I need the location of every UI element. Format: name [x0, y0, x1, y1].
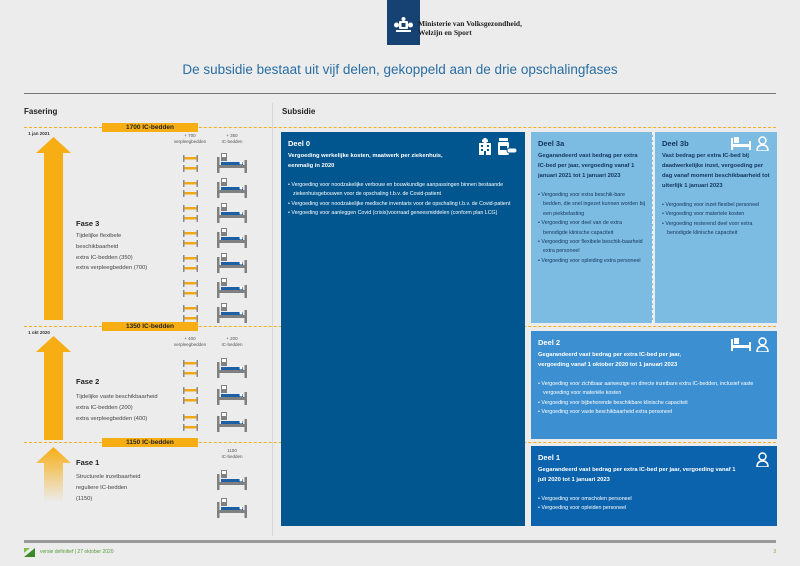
phase1-description: Structurele inzetbaarheid reguliere IC-bedden (1150): [76, 474, 141, 502]
phase2-nursing-beds-label: + 400 verpleegbedden: [173, 336, 207, 347]
card-bullets: [538, 495, 770, 514]
nurse-icon: [756, 452, 769, 467]
card-title: Deel 3a: [538, 139, 565, 148]
list-item: • Vergoeding voor vaste beschikbaarheid extra personeel: [538, 408, 770, 417]
ic-bed-icon: [217, 278, 247, 298]
ic-bed-icon: [217, 203, 247, 223]
capacity-badge-1350: 1350 IC-bedden: [102, 322, 198, 331]
ic-bed-icon: [217, 153, 247, 173]
ic-bed-icon: [217, 358, 247, 378]
ic-bed-icon: [217, 178, 247, 198]
list-item: • Vergoeding voor bijbehorende beschikbare klinische capaciteit: [538, 399, 770, 408]
card-subtitle: Vergoeding werkelijke kosten, maatwerk per ziekenhuis, eenmalig in 2020: [288, 153, 443, 169]
page-number: 3: [773, 549, 776, 555]
list-item: • Vergoeding voor aanleggen Covid (crisis)voorraad geneesmiddelen (conform plan LCG): [288, 209, 518, 218]
ic-bed-icon: [217, 303, 247, 323]
capacity-badge-1700: 1700 IC-bedden: [102, 123, 198, 132]
ic-bed-icon: [217, 470, 247, 490]
nursing-bed-icon: [183, 414, 198, 431]
card-subtitle: Gegarandeerd vast bedrag per extra IC-bed per jaar, vergoeding vanaf 1 oktober 2020 tot 1 januari 2023: [538, 352, 682, 368]
list-item: • Vergoeding voor extra beschik-bare bedden, die snel ingezet kunnen worden bij een piekbelasting: [538, 191, 645, 219]
column-divider: [272, 103, 273, 536]
phase2-arrow-icon: [36, 336, 71, 440]
card-bullets: [662, 201, 770, 239]
ministry-logo: [387, 0, 420, 45]
list-item: • Vergoeding voor opleiding extra personeel: [538, 257, 645, 266]
list-item: • Vergoeding voor zichtbaar aanwezige en directe inzetbare extra IC-bedden, inclusief vaste vergoeding voor materiële kosten: [538, 380, 770, 399]
ic-bed-icon: [217, 385, 247, 405]
phase1-title: Fase 1: [76, 458, 100, 467]
nurse-icon: [756, 136, 769, 151]
phase3-description: Tijdelijke flexibele beschikbaarheid extra IC-bedden (350) extra verpleegbedden (700): [76, 233, 148, 272]
list-item: • Vergoeding voor inzet flexibel personeel: [662, 201, 770, 210]
card-bullets: [538, 191, 645, 266]
phase3-arrow-icon: [36, 137, 71, 320]
phase2-description: Tijdelijke vaste beschikbaarheid extra IC-bedden (200) extra verpleegbedden (400): [76, 394, 158, 422]
card-title: Deel 2: [538, 338, 561, 347]
nurse-icon: [756, 337, 769, 352]
card-bullets: [288, 181, 518, 219]
capacity-badge-1150: 1150 IC-bedden: [102, 438, 198, 447]
subsidy-card-deel3b: [655, 132, 777, 323]
medicine-icon: [497, 138, 517, 155]
ic-bed-icon: [217, 253, 247, 273]
ic-bed-icon: [217, 498, 247, 518]
list-item: • Vergoeding voor flexibele beschik-baarheid extra personeel: [538, 238, 645, 257]
nursing-bed-icon: [183, 180, 198, 197]
subsidy-card-deel1: [531, 446, 777, 526]
card-subtitle: Gegarandeerd vast bedrag per extra IC-bed per jaar, vergoeding vanaf 1 juli 2020 tot 1 januari 2023: [538, 467, 736, 483]
hospital-icon: [478, 138, 492, 155]
version-mark-icon: [24, 548, 35, 557]
nursing-bed-icon: [183, 360, 198, 377]
subsidy-card-deel2: [531, 331, 777, 439]
ministry-name: Ministerie van Volksgezondheid, Welzijn en Sport: [418, 19, 522, 37]
card-bullets: [538, 380, 770, 418]
list-item: • Vergoeding resterend deel voor extra benodigde klinische capaciteit: [662, 220, 770, 239]
phase1-arrow-icon: [36, 447, 71, 502]
hospital-bed-icon: [731, 337, 751, 351]
list-item: • Vergoeding voor noodzakelijke verbouw en bouwkundige aanpassingen binnen bestaande ziekenhuisgebouwen voor de opschaling t.b.v. de Covid-patient: [288, 181, 518, 200]
phase2-ic-beds-label: + 200 IC-bedden: [221, 336, 243, 347]
hospital-bed-icon: [731, 136, 751, 150]
date-label-okt-2020: 1 okt 2020: [28, 330, 50, 335]
list-item: • Vergoeding voor opleiden personeel: [538, 504, 770, 513]
card-title: Deel 1: [538, 453, 561, 462]
nursing-bed-icon: [183, 230, 198, 247]
list-item: • Vergoeding voor materiele kosten: [662, 210, 770, 219]
phase3-nursing-beds-label: + 700 verpleegbedden: [173, 133, 207, 144]
nursing-bed-icon: [183, 387, 198, 404]
ic-bed-icon: [217, 228, 247, 248]
nursing-bed-icon: [183, 205, 198, 222]
subsidy-card-deel3a: [531, 132, 653, 323]
page-title: De subsidie bestaat uit vijf delen, gekoppeld aan de drie opschalingfases: [182, 62, 618, 77]
phase1-ic-beds-label: 1150 IC-bedden: [221, 448, 243, 459]
nursing-bed-icon: [183, 255, 198, 272]
nursing-bed-icon: [183, 280, 198, 297]
list-item: • Vergoeding voor omscholen personeel: [538, 495, 770, 504]
column-heading-subsidie: Subsidie: [282, 107, 316, 116]
column-heading-fasering: Fasering: [24, 107, 58, 116]
phase3-title: Fase 3: [76, 219, 100, 228]
card-subtitle: Vast bedrag per extra IC-bed bij daadwerkelijke inzet, vergoeding per dag vanaf moment beschikbaarheid tot uiterlijk 1 januari 2023: [662, 153, 770, 189]
footer-version: versie definitief | 27 oktober 2020: [40, 549, 114, 555]
card-title: Deel 3b: [662, 139, 689, 148]
list-item: • Vergoeding voor noodzakelijke medische inventaris voor de opschaling t.b.v. de Covid-patient: [288, 200, 518, 209]
subsidy-card-deel0: [281, 132, 525, 526]
ic-bed-icon: [217, 412, 247, 432]
card-title: Deel 0: [288, 139, 311, 148]
phase3-ic-beds-label: + 350 IC-bedden: [221, 133, 243, 144]
bottom-divider: [24, 540, 776, 543]
nursing-bed-icon: [183, 305, 198, 322]
date-label-jan-2021: 1 jan 2021: [28, 131, 50, 136]
rijksoverheid-emblem-icon: [393, 16, 414, 34]
nursing-bed-icon: [183, 155, 198, 172]
card-subtitle: Gegarandeerd vast bedrag per extra IC-bed per jaar, vergoeding vanaf 1 januari 2021 tot 1 januari 2023: [538, 153, 638, 179]
top-divider: [24, 93, 776, 94]
list-item: • Vergoeding voor deel van de extra benodigde klinische capaciteit: [538, 219, 645, 238]
phase2-title: Fase 2: [76, 377, 100, 386]
